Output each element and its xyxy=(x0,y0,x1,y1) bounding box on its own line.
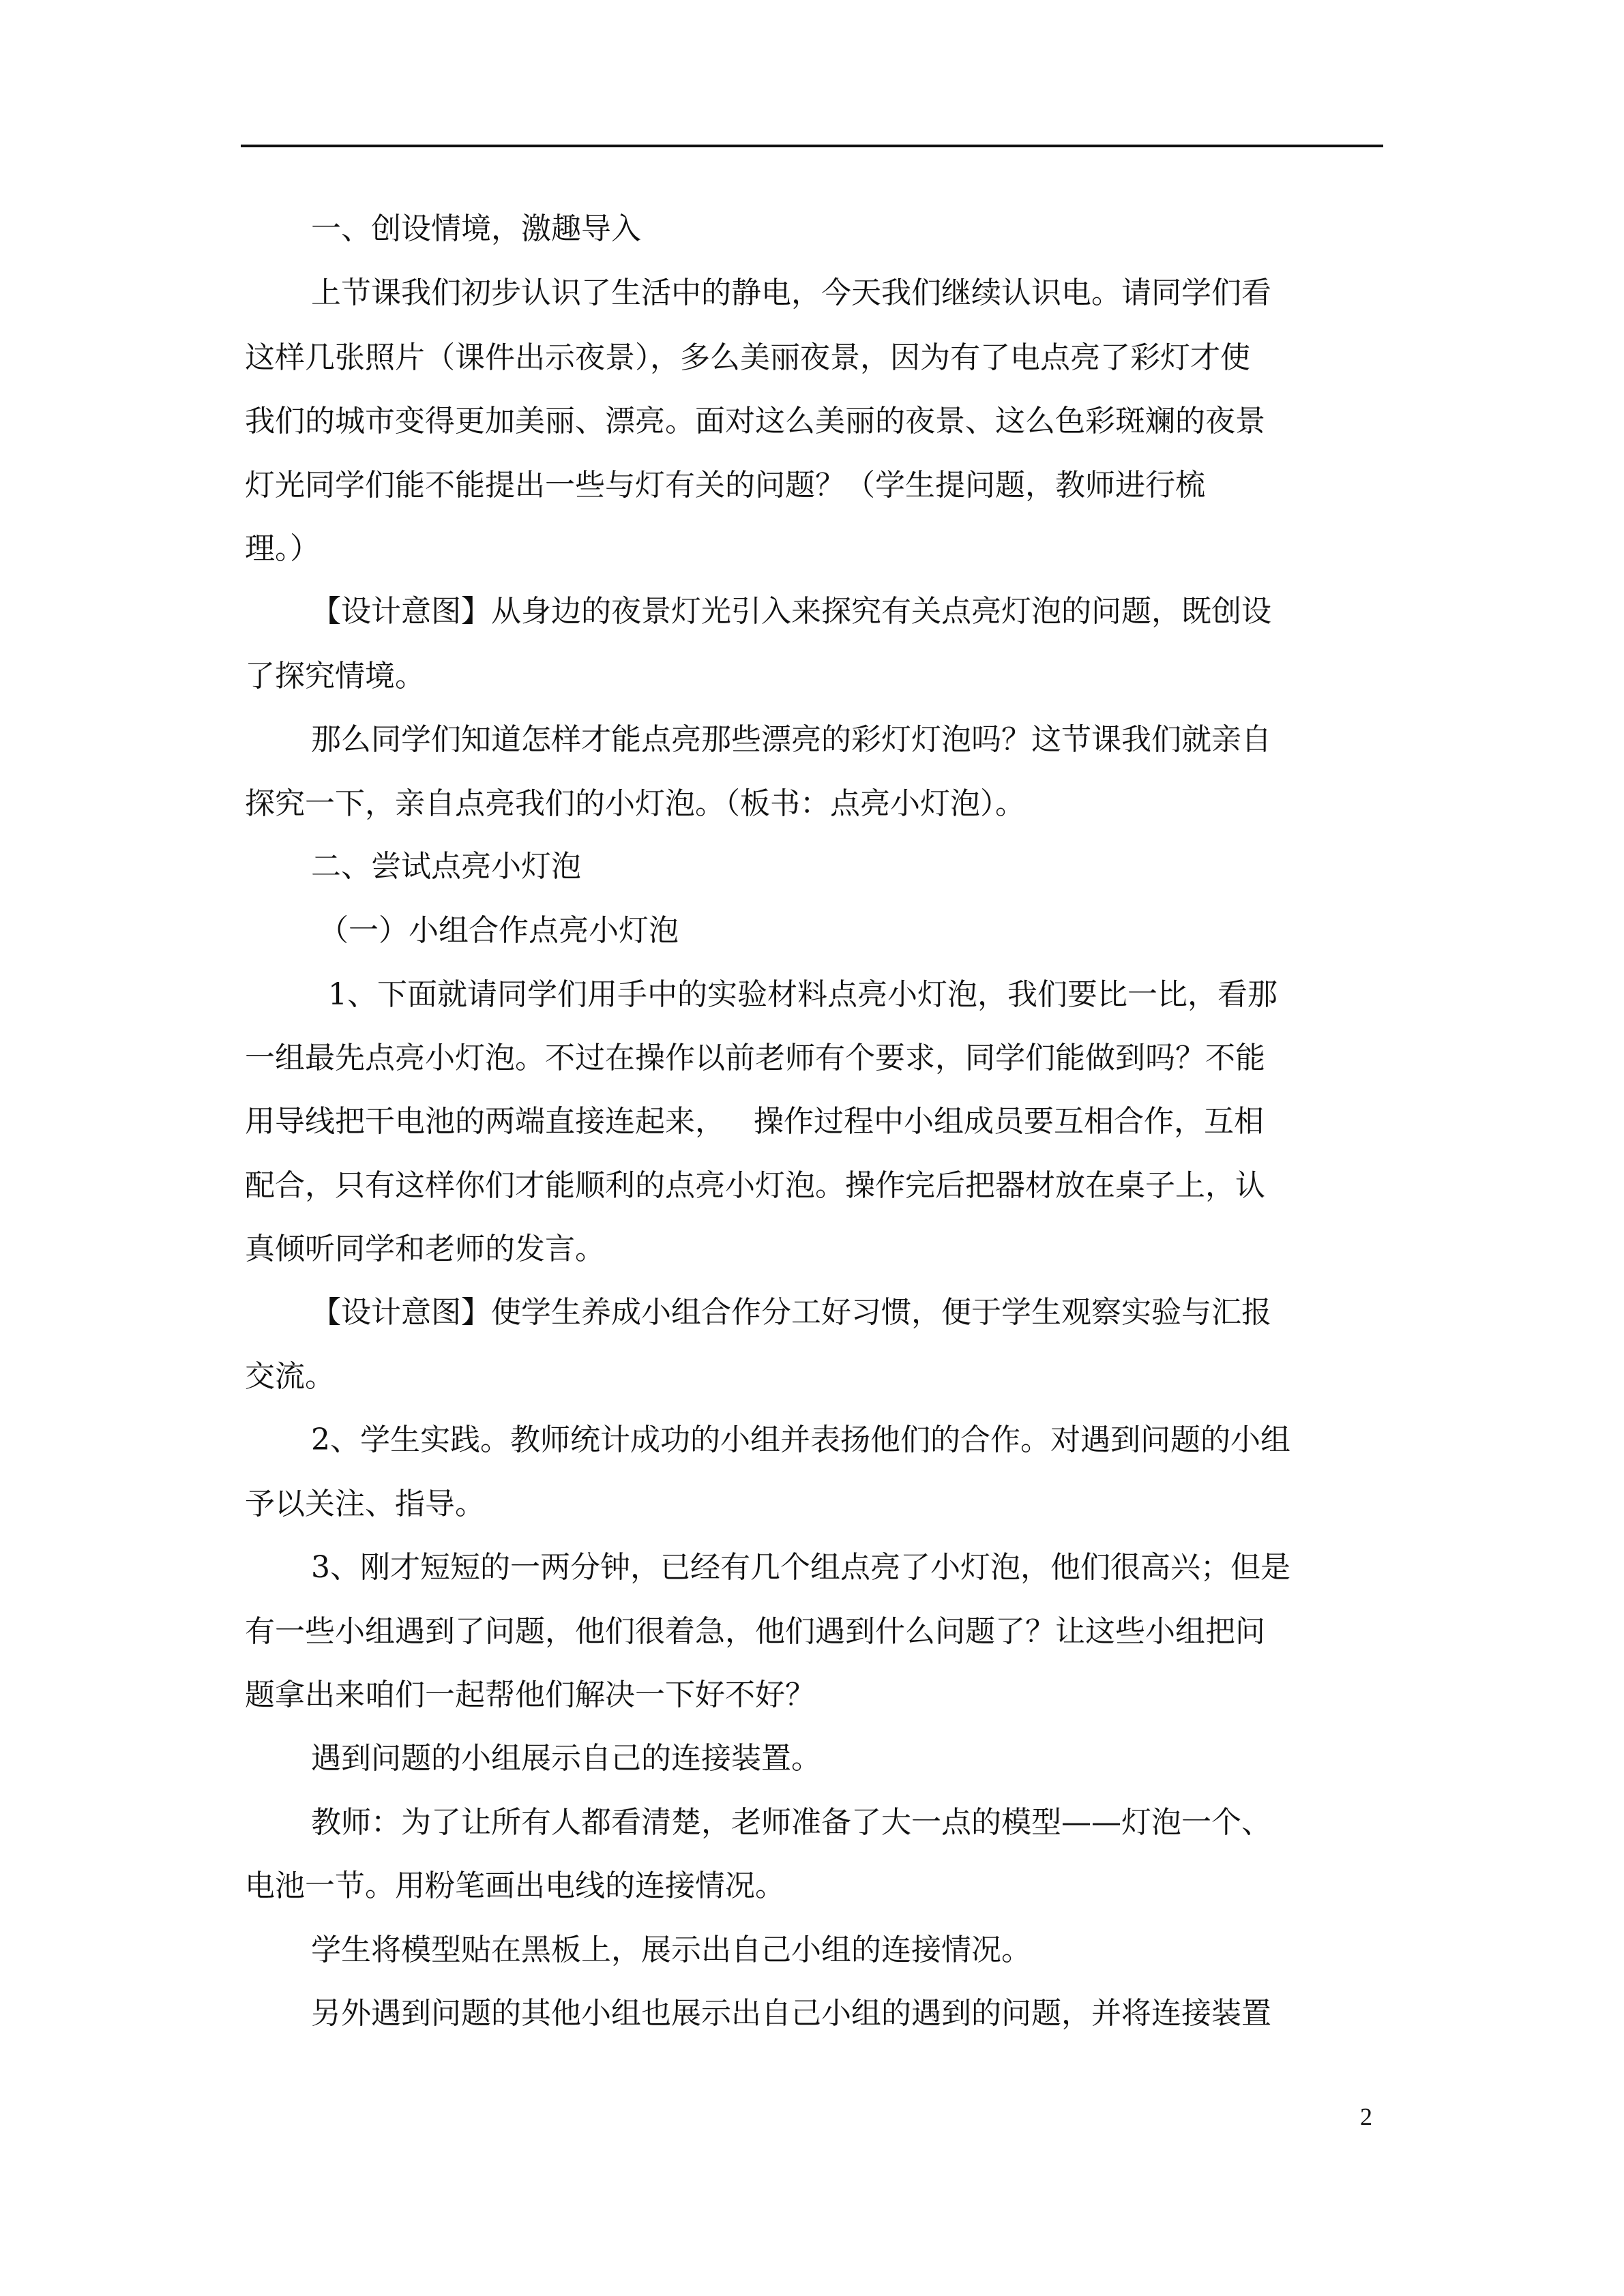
section-heading-2: 二、尝试点亮小灯泡 xyxy=(311,849,581,884)
paragraph-line: 题拿出来咱们一起帮他们解决一下好不好？ xyxy=(245,1678,815,1712)
paragraph-line: 这样几张照片（课件出示夜景），多么美丽夜景，因为有了电点亮了彩灯才使 xyxy=(245,340,1250,375)
paragraph-line: 有一些小组遇到了问题，他们很着急，他们遇到什么问题了？让这些小组把问 xyxy=(245,1614,1265,1649)
paragraph-line: 1、下面就请同学们用手中的实验材料点亮小灯泡，我们要比一比，看那 xyxy=(319,977,1278,1012)
paragraph-line: 予以关注、指导。 xyxy=(245,1487,485,1521)
paragraph-line: 遇到问题的小组展示自己的连接装置。 xyxy=(311,1741,821,1776)
paragraph-line: 了探究情境。 xyxy=(245,659,425,694)
paragraph-line: 探究一下，亲自点亮我们的小灯泡。（板书：点亮小灯泡）。 xyxy=(245,786,1025,821)
paragraph-line: 2、学生实践。教师统计成功的小组并表扬他们的合作。对遇到问题的小组 xyxy=(311,1422,1290,1457)
paragraph-line: 学生将模型贴在黑板上，展示出自己小组的连接情况。 xyxy=(311,1933,1031,1967)
paragraph-line: 那么同学们知道怎样才能点亮那些漂亮的彩灯灯泡吗？这节课我们就亲自 xyxy=(311,722,1271,757)
paragraph-line: 理。） xyxy=(245,531,320,566)
paragraph-line: 交流。 xyxy=(245,1359,335,1394)
page-number: 2 xyxy=(1360,2103,1372,2130)
paragraph-line: 上节课我们初步认识了生活中的静电，今天我们继续认识电。请同学们看 xyxy=(311,275,1271,310)
section-heading-1: 一、创设情境，激趣导入 xyxy=(311,211,641,246)
paragraph-line: 一组最先点亮小灯泡。不过在操作以前老师有个要求，同学们能做到吗？不能 xyxy=(245,1041,1265,1075)
paragraph-line: 教师：为了让所有人都看清楚，老师准备了大一点的模型——灯泡一个、 xyxy=(311,1805,1271,1840)
paragraph-line: 真倾听同学和老师的发言。 xyxy=(245,1232,605,1266)
paragraph-line: 3、刚才短短的一两分钟，已经有几个组点亮了小灯泡，他们很高兴；但是 xyxy=(311,1550,1290,1585)
subsection-heading: （一）小组合作点亮小灯泡 xyxy=(319,913,679,948)
header-rule xyxy=(241,145,1383,147)
paragraph-line: 用导线把干电池的两端直接连起来， 操作过程中小组成员要互相合作，互相 xyxy=(245,1104,1264,1139)
design-intent-line: 【设计意图】从身边的夜景灯光引入来探究有关点亮灯泡的问题，既创设 xyxy=(311,594,1271,629)
paragraph-line: 另外遇到问题的其他小组也展示出自己小组的遇到的问题，并将连接装置 xyxy=(311,1996,1271,2031)
paragraph-line: 配合，只有这样你们才能顺利的点亮小灯泡。操作完后把器材放在桌子上，认 xyxy=(245,1168,1265,1203)
design-intent-line: 【设计意图】使学生养成小组合作分工好习惯，便于学生观察实验与汇报 xyxy=(311,1295,1271,1330)
paragraph-line: 我们的城市变得更加美丽、漂亮。面对这么美丽的夜景、这么色彩斑斓的夜景 xyxy=(245,404,1265,438)
paragraph-line: 电池一节。用粉笔画出电线的连接情况。 xyxy=(245,1868,785,1903)
paragraph-line: 灯光同学们能不能提出一些与灯有关的问题？（学生提问题，教师进行梳 xyxy=(245,468,1205,503)
